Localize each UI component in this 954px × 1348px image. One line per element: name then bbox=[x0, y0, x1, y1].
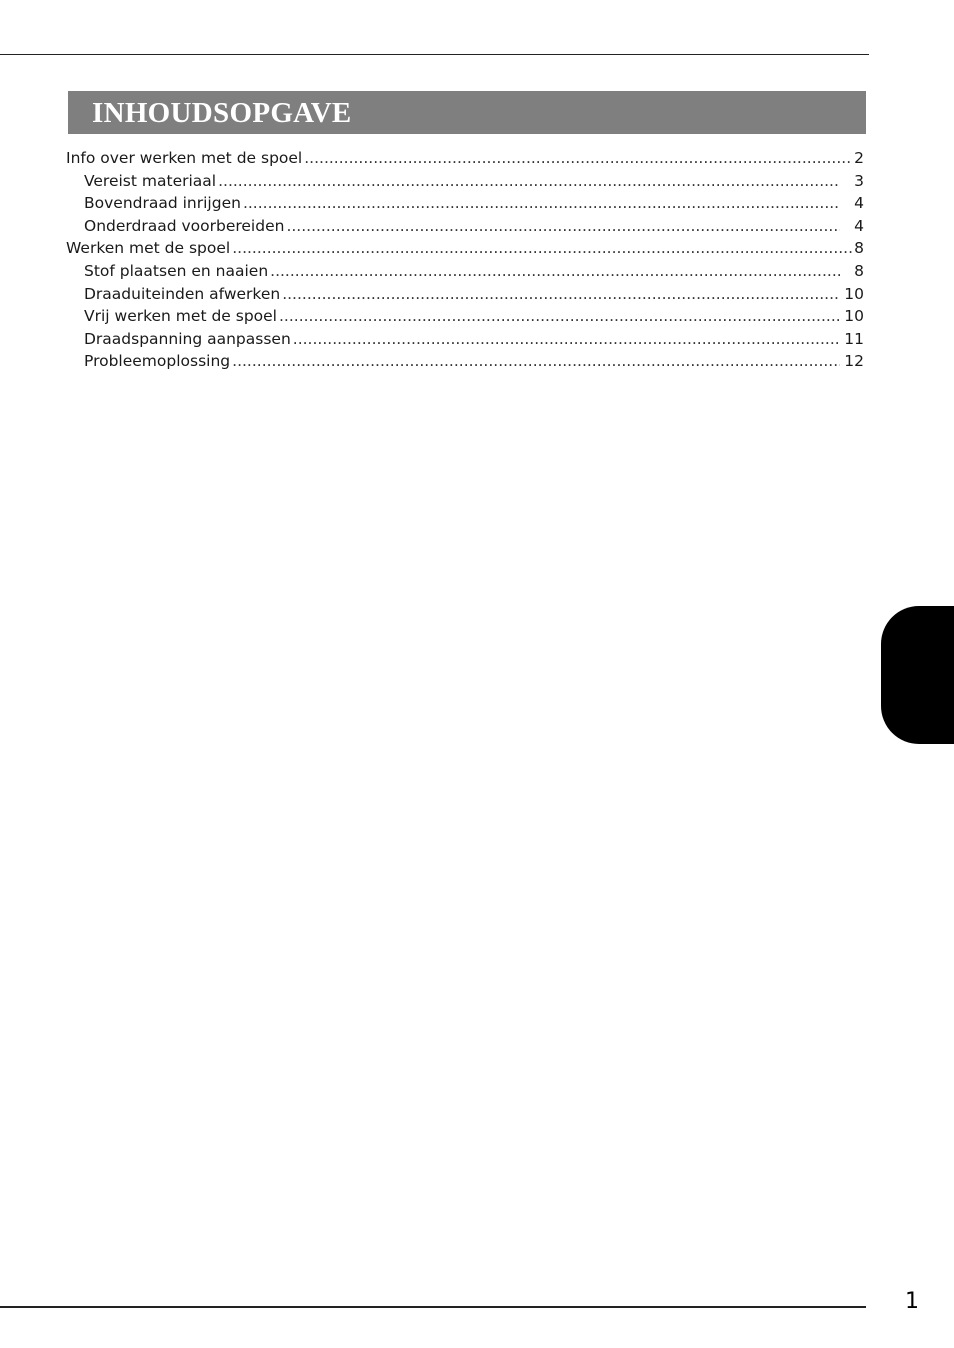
chapter-side-tab bbox=[881, 606, 954, 744]
toc-entry-label: Vereist materiaal bbox=[84, 171, 217, 190]
bottom-rule bbox=[0, 1306, 866, 1308]
toc-entry-label: Bovendraad inrijgen bbox=[84, 194, 241, 213]
toc-leader bbox=[279, 305, 840, 328]
page-title: INHOUDSOPGAVE bbox=[92, 97, 352, 129]
table-of-contents bbox=[66, 147, 864, 373]
toc-entry[interactable] bbox=[66, 328, 864, 351]
toc-leader bbox=[270, 260, 840, 283]
toc-entry-page: 3 bbox=[854, 171, 864, 190]
toc-leader bbox=[232, 237, 852, 260]
toc-entry-page: 2 bbox=[854, 149, 864, 167]
toc-entry[interactable] bbox=[66, 147, 864, 170]
title-bar bbox=[68, 91, 866, 134]
toc-entry[interactable] bbox=[66, 192, 864, 215]
toc-leader bbox=[304, 147, 852, 170]
toc-entry-page: 8 bbox=[854, 261, 864, 280]
toc-entry-label: Stof plaatsen en naaien bbox=[84, 261, 269, 280]
toc-leader bbox=[286, 215, 840, 238]
toc-entry[interactable] bbox=[66, 305, 864, 328]
toc-entry[interactable] bbox=[66, 283, 864, 306]
toc-entry-page: 8 bbox=[854, 239, 864, 258]
top-rule bbox=[0, 54, 869, 55]
toc-entry-page: 10 bbox=[844, 284, 864, 303]
toc-entry[interactable] bbox=[66, 260, 864, 283]
toc-leader bbox=[282, 283, 840, 306]
toc-entry-label: Info over werken met de spoel bbox=[66, 149, 303, 167]
toc-entry-page: 11 bbox=[844, 329, 864, 348]
toc-entry-page: 4 bbox=[854, 216, 864, 235]
toc-entry[interactable] bbox=[66, 237, 864, 260]
toc-entry[interactable] bbox=[66, 215, 864, 238]
toc-entry-page: 12 bbox=[844, 352, 864, 371]
toc-leader bbox=[243, 192, 840, 215]
toc-entry-label: Draaduiteinden afwerken bbox=[84, 284, 281, 303]
toc-entry-label: Onderdraad voorbereiden bbox=[84, 216, 285, 235]
page-number: 1 bbox=[905, 1289, 919, 1314]
toc-entry-page: 10 bbox=[844, 307, 864, 326]
toc-entry[interactable] bbox=[66, 350, 864, 373]
toc-leader bbox=[293, 328, 840, 351]
toc-entry-label: Probleemoplossing bbox=[84, 352, 231, 371]
toc-entry-label: Vrij werken met de spoel bbox=[84, 307, 277, 326]
toc-leader bbox=[232, 350, 840, 373]
toc-entry[interactable] bbox=[66, 170, 864, 193]
toc-entry-label: Werken met de spoel bbox=[66, 239, 231, 258]
toc-entry-page: 4 bbox=[854, 194, 864, 213]
toc-leader bbox=[218, 170, 840, 193]
toc-entry-label: Draadspanning aanpassen bbox=[84, 329, 291, 348]
